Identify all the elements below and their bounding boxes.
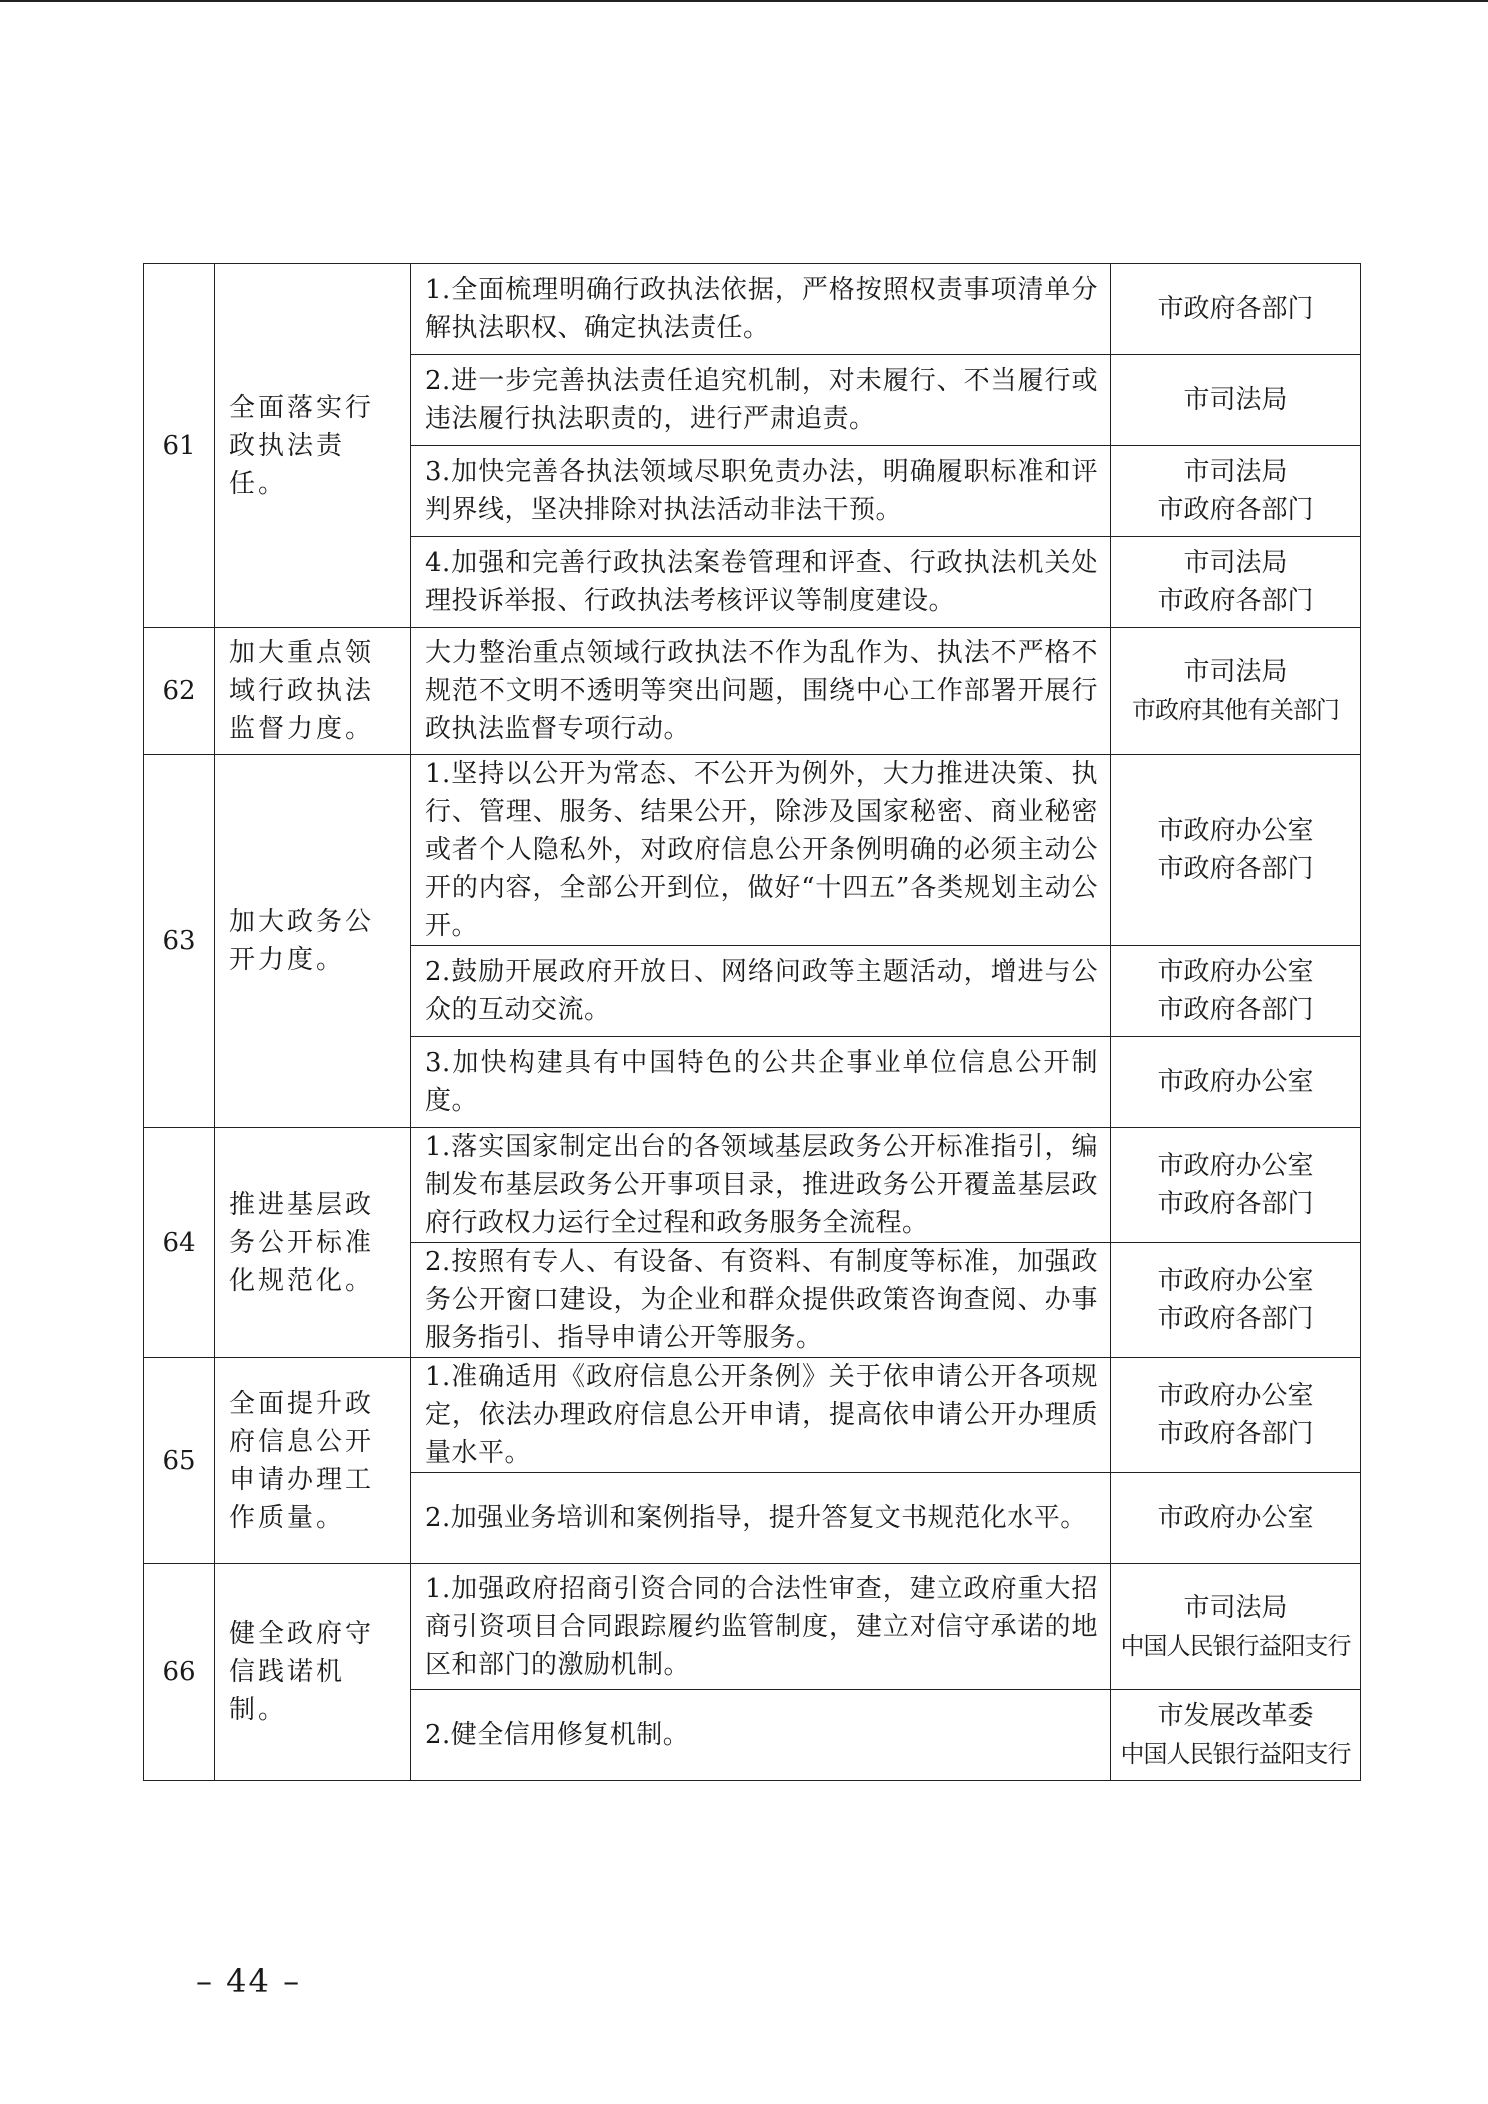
task-title: 健全政府守信践诺机制。 <box>215 1564 411 1781</box>
dept-name: 市政府办公室 <box>1157 1067 1314 1097</box>
dept-name: 市政府各部门 <box>1157 995 1314 1025</box>
dept-name: 市政府各部门 <box>1157 294 1314 324</box>
table-row <box>144 628 1361 755</box>
responsible-dept <box>1111 1243 1361 1358</box>
task-number: 61 <box>144 264 215 628</box>
dept-name: 市司法局 <box>1183 457 1288 487</box>
table-row <box>144 264 1361 355</box>
task-number: 63 <box>144 755 215 1128</box>
measure-text: 2.按照有专人、有设备、有资料、有制度等标准，加强政务公开窗口建设，为企业和群众提供政策咨询查阅、办事服务指引、指导申请公开等服务。 <box>411 1243 1111 1358</box>
measure-text: 2.鼓励开展政府开放日、网络问政等主题活动，增进与公众的互动交流。 <box>411 946 1111 1037</box>
dept-name: 市发展改革委 <box>1157 1701 1314 1731</box>
measure-text: 4.加强和完善行政执法案卷管理和评查、行政执法机关处理投诉举报、行政执法考核评议等制度建设。 <box>411 537 1111 628</box>
dept-name: 市政府各部门 <box>1157 495 1314 525</box>
dept-name: 市政府其他有关部门 <box>1132 696 1339 724</box>
table-row <box>144 1358 1361 1473</box>
dept-name: 市司法局 <box>1183 548 1288 578</box>
measure-text: 2.加强业务培训和案例指导，提升答复文书规范化水平。 <box>411 1473 1111 1564</box>
task-table <box>143 263 1361 1781</box>
dept-name: 市司法局 <box>1183 385 1288 415</box>
responsible-dept <box>1111 1473 1361 1564</box>
dept-name: 市政府办公室 <box>1157 1151 1314 1181</box>
measure-text: 1.全面梳理明确行政执法依据，严格按照权责事项清单分解执法职权、确定执法责任。 <box>411 264 1111 355</box>
responsible-dept <box>1111 446 1361 537</box>
dept-name: 市政府各部门 <box>1157 1419 1314 1449</box>
dept-name: 市司法局 <box>1183 657 1288 687</box>
measure-text: 2.健全信用修复机制。 <box>411 1690 1111 1781</box>
task-title: 推进基层政务公开标准化规范化。 <box>215 1128 411 1358</box>
responsible-dept <box>1111 1037 1361 1128</box>
task-title: 全面提升政府信息公开申请办理工作质量。 <box>215 1358 411 1564</box>
table-row <box>144 755 1361 946</box>
dept-name: 市政府办公室 <box>1157 816 1314 846</box>
measure-text: 2.进一步完善执法责任追究机制，对未履行、不当履行或违法履行执法职责的，进行严肃追责。 <box>411 355 1111 446</box>
responsible-dept <box>1111 755 1361 946</box>
top-border-line <box>0 0 1488 2</box>
dept-name: 市政府各部门 <box>1157 586 1314 616</box>
responsible-dept <box>1111 1690 1361 1781</box>
task-title: 加大重点领域行政执法监督力度。 <box>215 628 411 755</box>
page-number: – 44 – <box>196 1962 302 2000</box>
measure-text: 1.准确适用《政府信息公开条例》关于依申请公开各项规定，依法办理政府信息公开申请，提高依申请公开办理质量水平。 <box>411 1358 1111 1473</box>
responsible-dept <box>1111 1128 1361 1243</box>
responsible-dept <box>1111 628 1361 755</box>
dept-name: 市司法局 <box>1183 1592 1288 1623</box>
task-number: 64 <box>144 1128 215 1358</box>
dept-name: 中国人民银行益阳支行 <box>1120 1631 1351 1660</box>
measure-text: 大力整治重点领域行政执法不作为乱作为、执法不严格不规范不文明不透明等突出问题，围绕中心工作部署开展行政执法监督专项行动。 <box>411 628 1111 755</box>
dept-name: 市政府办公室 <box>1157 1381 1314 1411</box>
measure-text: 3.加快构建具有中国特色的公共企事业单位信息公开制度。 <box>411 1037 1111 1128</box>
responsible-dept <box>1111 1358 1361 1473</box>
responsible-dept <box>1111 355 1361 446</box>
dept-name: 市政府办公室 <box>1157 1503 1314 1533</box>
task-title: 加大政务公开力度。 <box>215 755 411 1128</box>
dept-name: 市政府各部门 <box>1157 1189 1314 1219</box>
task-number: 65 <box>144 1358 215 1564</box>
dept-name: 市政府办公室 <box>1157 957 1314 987</box>
task-number: 62 <box>144 628 215 755</box>
responsible-dept <box>1111 946 1361 1037</box>
table-row <box>144 1564 1361 1690</box>
responsible-dept <box>1111 537 1361 628</box>
dept-name: 中国人民银行益阳支行 <box>1120 1740 1351 1768</box>
dept-name: 市政府各部门 <box>1157 854 1314 884</box>
measure-text: 1.落实国家制定出台的各领域基层政务公开标准指引，编制发布基层政务公开事项目录，推进政务公开覆盖基层政府行政权力运行全过程和政务服务全流程。 <box>411 1128 1111 1243</box>
measure-text: 3.加快完善各执法领域尽职免责办法，明确履职标准和评判界线，坚决排除对执法活动非法干预。 <box>411 446 1111 537</box>
task-number: 66 <box>144 1564 215 1781</box>
table-row <box>144 1128 1361 1243</box>
responsible-dept <box>1111 1564 1361 1690</box>
measure-text: 1.坚持以公开为常态、不公开为例外，大力推进决策、执行、管理、服务、结果公开，除涉及国家秘密、商业秘密或者个人隐私外，对政府信息公开条例明确的必须主动公开的内容，全部公开到位，做好“十四五”各类规划主动公开。 <box>411 755 1111 946</box>
dept-name: 市政府各部门 <box>1157 1304 1314 1334</box>
dept-name: 市政府办公室 <box>1157 1266 1314 1296</box>
task-title: 全面落实行政执法责任。 <box>215 264 411 628</box>
responsible-dept <box>1111 264 1361 355</box>
measure-text: 1.加强政府招商引资合同的合法性审查，建立政府重大招商引资项目合同跟踪履约监管制度，建立对信守承诺的地区和部门的激励机制。 <box>411 1564 1111 1690</box>
